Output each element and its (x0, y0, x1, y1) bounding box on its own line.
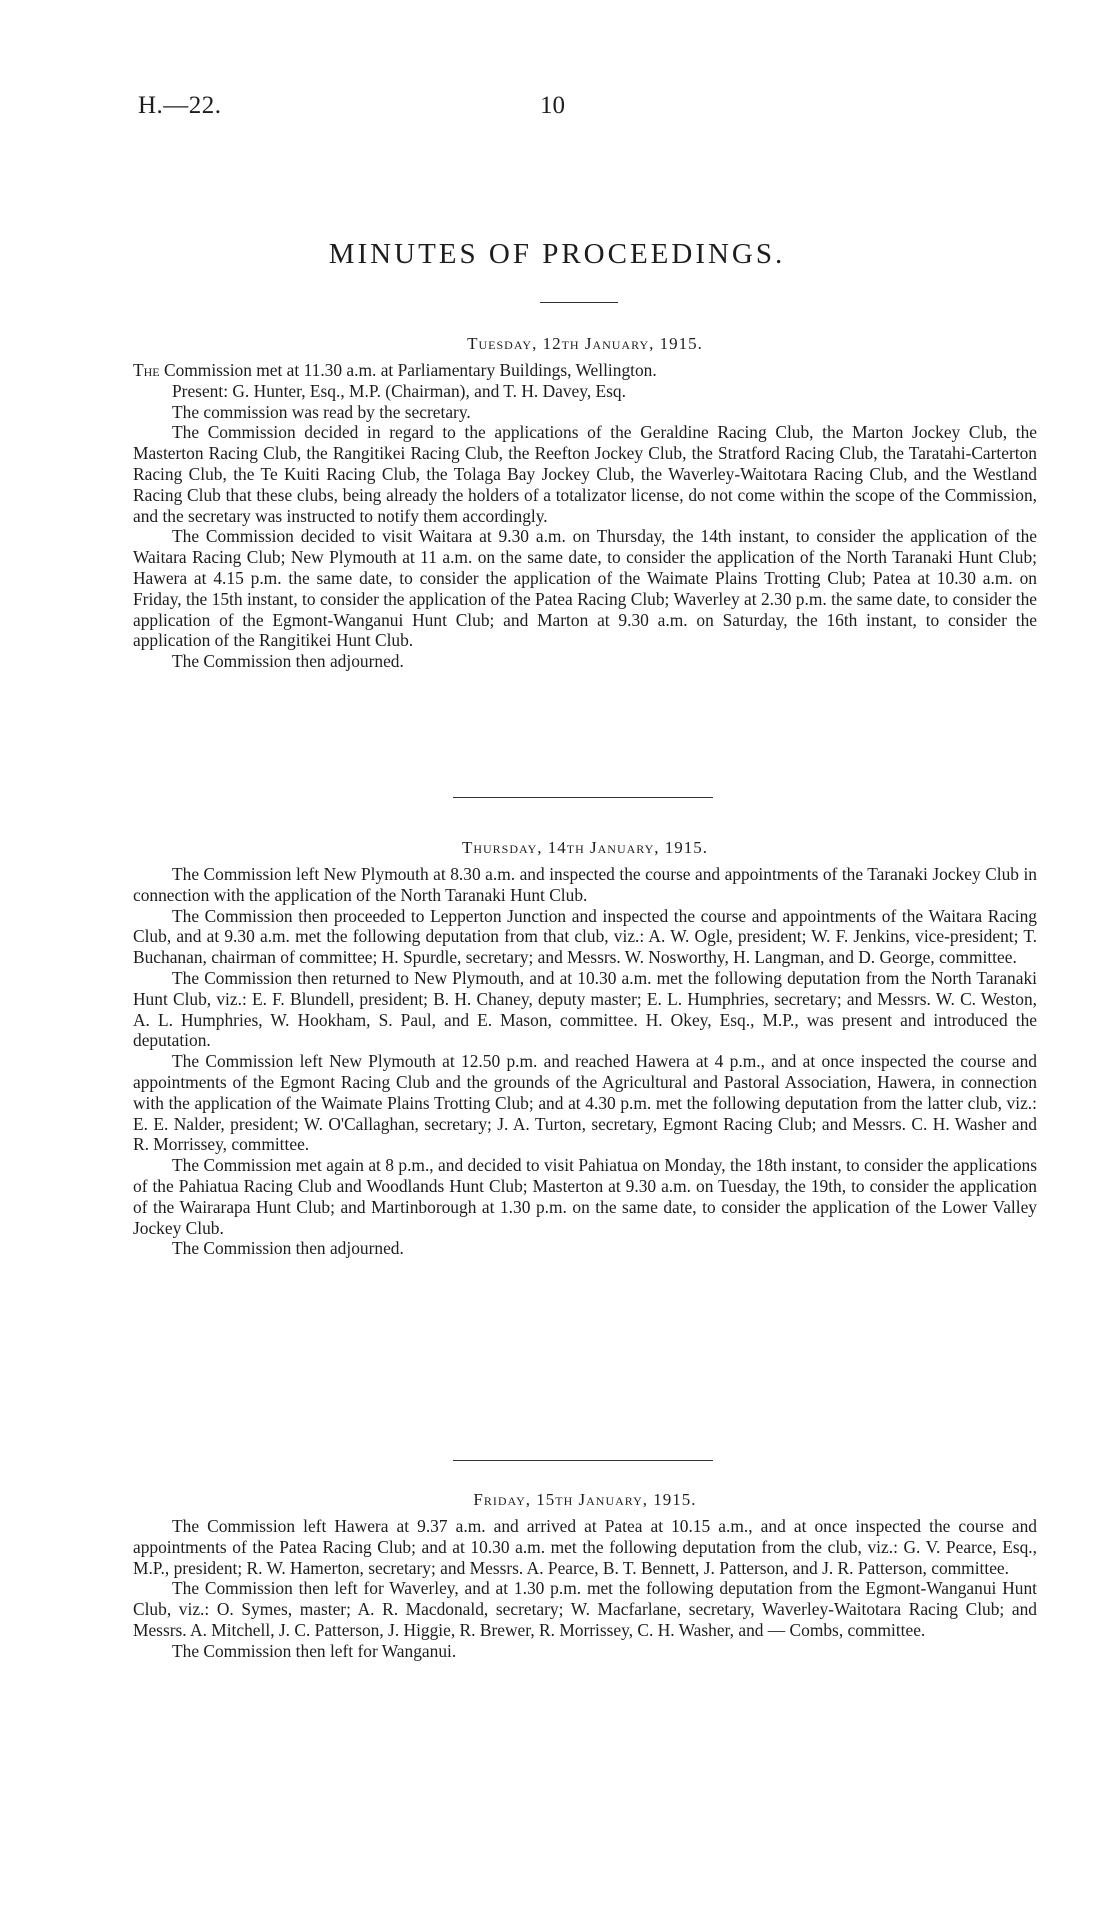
session-paragraph: The Commission left New Plymouth at 12.50 p.m. and reached Hawera at 4 p.m., and at once inspected the course and appointments of the Egmont Racing Club and the grounds of the Agricultural and Pastoral Association, Hawera, in connection with the application of the Waimate Plains Trotting Club; and at 4.30 p.m. met the following deputation from the latter club, viz.: E. E. Nalder, president; W. O'Callaghan, secretary; J. A. Turton, secretary, Egmont Racing Club; and Messrs. C. H. Washer and R. Morrissey, committee. (133, 1051, 1037, 1155)
session-thursday (133, 838, 1037, 1259)
session-paragraph: The Commission then returned to New Plymouth, and at 10.30 a.m. met the following deputation from the North Taranaki Hunt Club, viz.: E. F. Blundell, president; B. H. Chaney, deputy master; E. L. Humphries, secretary; and Messrs. W. C. Weston, A. L. Humphries, W. Hookham, S. Paul, and E. Mason, committee. H. Okey, Esq., M.P., was present and introduced the deputation. (133, 967, 1037, 1051)
session-paragraph: The commission was read by the secretary. (172, 401, 471, 422)
session-paragraph: The Commission then proceeded to Lepperton Junction and inspected the course and appointments of the Waitara Racing Club, and at 9.30 a.m. met the following deputation from that club, viz.: A. W. Ogle, president; W. F. Jenkins, vice-president; T. Buchanan, chairman of committee; H. Spurdle, secretary; and Messrs. W. Nosworthy, H. Langman, and D. George, committee. (133, 905, 1037, 968)
section-divider (453, 1460, 713, 1461)
session-paragraph: The Commission then left for Wanganui. (172, 1640, 457, 1661)
session-date: Thursday, 14th January, 1915. (461, 838, 709, 857)
session-paragraph: The Commission left New Plymouth at 8.30 a.m. and inspected the course and appointments of the Taranaki Jockey Club in connection with the application of the North Taranaki Hunt Club. (133, 864, 1037, 905)
session-paragraph: Present: G. Hunter, Esq., M.P. (Chairman), and T. H. Davey, Esq. (172, 380, 626, 401)
session-paragraph: The Commission then left for Waverley, and at 1.30 p.m. met the following deputation from the Egmont-Wanganui Hunt Club, viz.: O. Symes, master; A. R. Macdonald, secretary; W. Macfarlane, secretary, Waverley-Waitotara Racing Club; and Messrs. A. Mitchell, J. C. Patterson, J. Higgie, R. Brewer, R. Morrissey, C. H. Washer, and — Combs, committee. (133, 1578, 1037, 1640)
session-paragraph: The Commission decided in regard to the applications of the Geraldine Racing Club, the Marton Jockey Club, the Masterton Racing Club, the Rangitikei Racing Club, the Reefton Jockey Club, the Stratford Racing Club, the Taratahi-Carterton Racing Club, the Te Kuiti Racing Club, the Tolaga Bay Jockey Club, the Waverley-Waitotara Racing Club, and the Westland Racing Club that these clubs, being already the holders of a totalizator license, do not come within the scope of the Commission, and the secretary was instructed to notify them accordingly. (133, 422, 1037, 526)
lead-word: The (133, 360, 160, 380)
page-title: MINUTES OF PROCEEDINGS. (328, 238, 786, 270)
section-divider (453, 797, 713, 798)
session-friday (133, 1490, 1037, 1662)
session-paragraph: The Commission met at 11.30 a.m. at Parliamentary Buildings, Wellington. (133, 360, 657, 380)
session-date: Tuesday, 12th January, 1915. (467, 334, 703, 353)
session-date: Friday, 15th January, 1915. (473, 1490, 697, 1509)
session-paragraph: The Commission left Hawera at 9.37 a.m. and arrived at Patea at 10.15 a.m., and at once inspected the course and appointments of the Patea Racing Club; and at 10.30 a.m. met the following deputation from the club, viz.: G. V. Pearce, Esq., M.P., president; R. W. Hamerton, secretary; and Messrs. A. Pearce, B. T. Bennett, J. Patterson, and J. R. Patterson, committee. (133, 1516, 1037, 1578)
session-tuesday (133, 334, 1037, 672)
page-number: 10 (540, 92, 565, 119)
report-code: H.—22. (138, 92, 222, 119)
session-paragraph: The Commission decided to visit Waitara at 9.30 a.m. on Thursday, the 14th instant, to consider the application of the Waitara Racing Club; New Plymouth at 11 a.m. on the same date, to consider the application of the North Taranaki Hunt Club; Hawera at 4.15 p.m. the same date, to consider the application of the Waimate Plains Trotting Club; Patea at 10.30 a.m. on Friday, the 15th instant, to consider the application of the Patea Racing Club; Waverley at 2.30 p.m. the same date, to consider the application of the Egmont-Wanganui Hunt Club; and Marton at 9.30 a.m. on Saturday, the 16th instant, to consider the application of the Rangitikei Hunt Club. (133, 526, 1037, 651)
session-paragraph: The Commission then adjourned. (172, 1238, 404, 1259)
title-divider (540, 302, 618, 303)
session-paragraph: The Commission then adjourned. (172, 651, 404, 672)
session-paragraph: The Commission met again at 8 p.m., and decided to visit Pahiatua on Monday, the 18th instant, to consider the applications of the Pahiatua Racing Club and Woodlands Hunt Club; Masterton at 9.30 a.m. on Tuesday, the 19th, to consider the application of the Wairarapa Hunt Club; and Martinborough at 1.30 p.m. on the same date, to consider the application of the Lower Valley Jockey Club. (133, 1155, 1037, 1238)
